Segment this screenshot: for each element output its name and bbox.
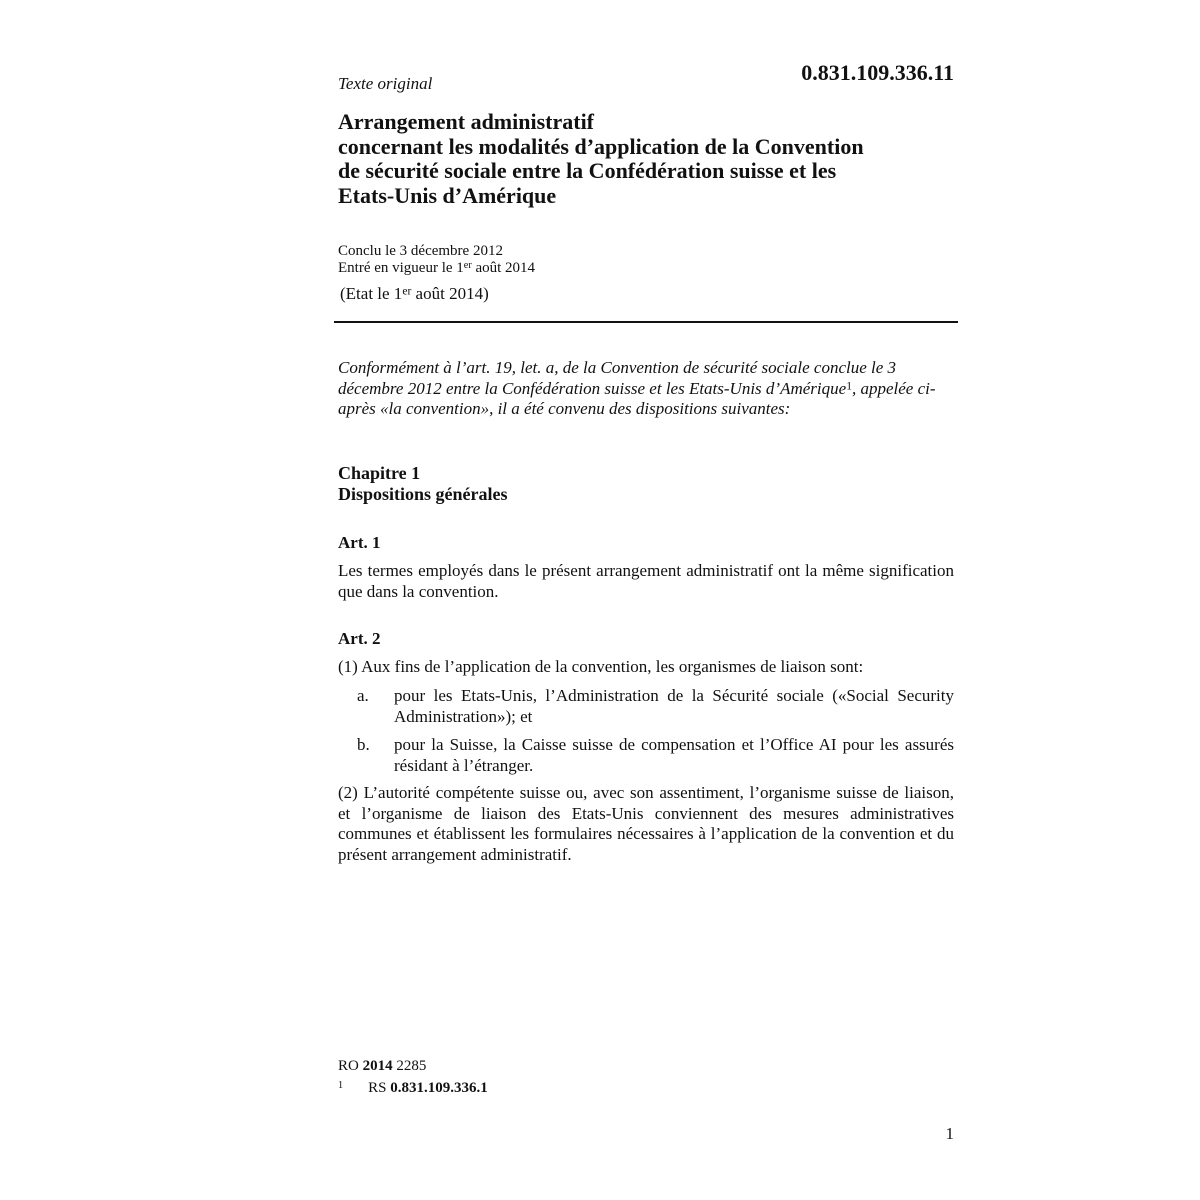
ro-page: 2285: [392, 1058, 427, 1074]
list-item-letter: a.: [357, 686, 369, 705]
concluded-date: Conclu le 3 décembre 2012: [338, 243, 503, 259]
ro-prefix: RO: [338, 1058, 363, 1074]
chapter-heading: [338, 463, 508, 505]
status-date: [340, 284, 489, 304]
footnote-ref: 1: [846, 378, 852, 392]
entry-sup: er: [463, 259, 472, 271]
entry-into-force: [338, 260, 535, 277]
footnote-prefix: RS: [368, 1080, 391, 1096]
art2-paragraph-1: (1) Aux fins de l’application de la convention, les organismes de liaison sont:: [338, 657, 864, 676]
status-text: (Etat le 1: [340, 284, 403, 303]
title-line-2: concernant les modalités d’application de la Convention: [338, 133, 864, 159]
chapter-title: Dispositions générales: [338, 484, 508, 504]
art1-heading: Art. 1: [338, 533, 381, 552]
title-line-4: Etats-Unis d’Amérique: [338, 182, 557, 208]
header-rule: [334, 321, 958, 323]
title-line-1: Arrangement administratif: [338, 109, 595, 134]
chapter-number: Chapitre 1: [338, 463, 421, 483]
footnote: [338, 1080, 488, 1097]
preamble: [338, 358, 954, 420]
page-number: 1: [945, 1124, 954, 1143]
entry-text: Entré en vigueur le 1: [338, 260, 464, 276]
footnote-number: 1: [338, 1079, 344, 1091]
list-item-letter: b.: [357, 735, 370, 754]
entry-date: août 2014: [471, 260, 536, 276]
art1-text: Les termes employés dans le présent arrangement administratif ont la même signification que dans la convention.: [338, 561, 954, 601]
list-item-text: pour la Suisse, la Caisse suisse de compensation et l’Office AI pour les assurés résidant à l’étranger.: [394, 735, 954, 775]
document-title: [338, 110, 864, 208]
status-sup: er: [402, 284, 412, 298]
preamble-text: Conformément à l’art. 19, let. a, de la Convention de sécurité sociale conclue le 3 décembre 2012 entre la Confédération suisse et les Etats-Unis d’Amérique: [338, 358, 897, 398]
ro-reference: [338, 1058, 426, 1075]
list-item-text: pour les Etats-Unis, l’Administration de la Sécurité sociale («Social Security Administration»); et: [394, 686, 954, 726]
ro-year: 2014: [362, 1058, 393, 1074]
title-line-3: de sécurité sociale entre la Confédération suisse et les: [338, 158, 837, 183]
original-text-label: Texte original: [338, 74, 433, 93]
art2-heading: Art. 2: [338, 629, 381, 648]
footnote-ref-number: 0.831.109.336.1: [390, 1080, 488, 1096]
art2-paragraph-2: (2) L’autorité compétente suisse ou, avec son assentiment, l’organisme suisse de liaison, et l’organisme de liaison des Etats-Unis conviennent des mesures administratives communes et établissent les formulaires nécessaires à l’application de la convention et du présent arrangement administratif.: [338, 783, 954, 864]
status-text-end: août 2014): [411, 284, 489, 303]
sr-number: 0.831.109.336.11: [801, 60, 954, 85]
preamble-text-end: , appelée ci-après «la convention», il a été convenu des dispositions suivantes:: [338, 378, 936, 418]
